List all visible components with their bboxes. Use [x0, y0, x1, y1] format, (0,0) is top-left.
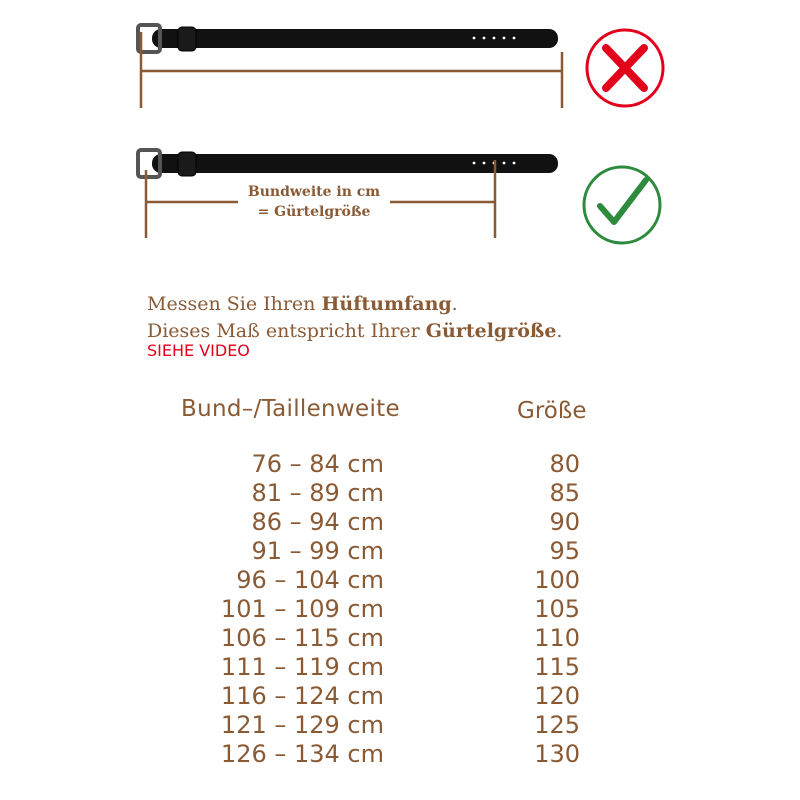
belt-strap [152, 29, 558, 48]
table-row [0, 711, 800, 740]
instruction-line-1-prefix: Messen Sie Ihren [147, 293, 322, 315]
measure-label-line1: Bundweite in cm [247, 184, 381, 200]
correct-belt-example [138, 150, 558, 238]
measure-label-line2: = Gürtelgröße [257, 204, 371, 220]
belt-size: 90 [549, 508, 580, 536]
waist-range: 111 – 119 cm [220, 653, 384, 681]
table-row [0, 479, 800, 508]
belt-strap [152, 154, 558, 173]
see-video-link[interactable]: SIEHE VIDEO [147, 341, 250, 360]
waist-range: 81 – 89 cm [251, 479, 384, 507]
belt-keeper [178, 27, 196, 51]
belt-size: 110 [534, 624, 580, 652]
table-row [0, 595, 800, 624]
table-row [0, 450, 800, 479]
instruction-line-2-suffix: . [556, 320, 563, 342]
table-row [0, 537, 800, 566]
waist-range: 86 – 94 cm [251, 508, 384, 536]
table-header-size: Größe [517, 398, 587, 424]
belt-size: 125 [534, 711, 580, 739]
wrong-belt-example [138, 25, 562, 108]
waist-range: 96 – 104 cm [236, 566, 384, 594]
table-row [0, 740, 800, 769]
belt-keeper [178, 152, 196, 176]
instruction-line-2-prefix: Dieses Maß entspricht Ihrer [147, 320, 426, 342]
belt-size: 95 [549, 537, 580, 565]
table-row [0, 566, 800, 595]
belt-size: 80 [549, 450, 580, 478]
checkmark-in-circle-icon [584, 167, 660, 243]
instruction-line-1-emphasis: Hüftumfang [321, 293, 452, 315]
belt-size: 120 [534, 682, 580, 710]
table-row [0, 653, 800, 682]
belt-size: 115 [534, 653, 580, 681]
instruction-line-1-suffix: . [451, 293, 458, 315]
waist-range: 101 – 109 cm [220, 595, 384, 623]
instruction-line-1 [147, 291, 562, 318]
belt-size: 85 [549, 479, 580, 507]
table-row [0, 682, 800, 711]
instruction-text [147, 291, 562, 345]
table-row [0, 508, 800, 537]
table-header-waist: Bund–/Taillenweite [181, 396, 400, 422]
x-in-circle-icon [587, 30, 663, 106]
waist-range: 76 – 84 cm [251, 450, 384, 478]
table-row [0, 624, 800, 653]
waist-range: 121 – 129 cm [220, 711, 384, 739]
waist-range: 106 – 115 cm [220, 624, 384, 652]
waist-range: 91 – 99 cm [251, 537, 384, 565]
waist-range: 126 – 134 cm [220, 740, 384, 768]
instruction-line-2-emphasis: Gürtelgröße [425, 320, 557, 342]
belt-size: 100 [534, 566, 580, 594]
belt-size: 105 [534, 595, 580, 623]
waist-range: 116 – 124 cm [220, 682, 384, 710]
belt-size: 130 [534, 740, 580, 768]
belt-illustrations [0, 0, 800, 260]
